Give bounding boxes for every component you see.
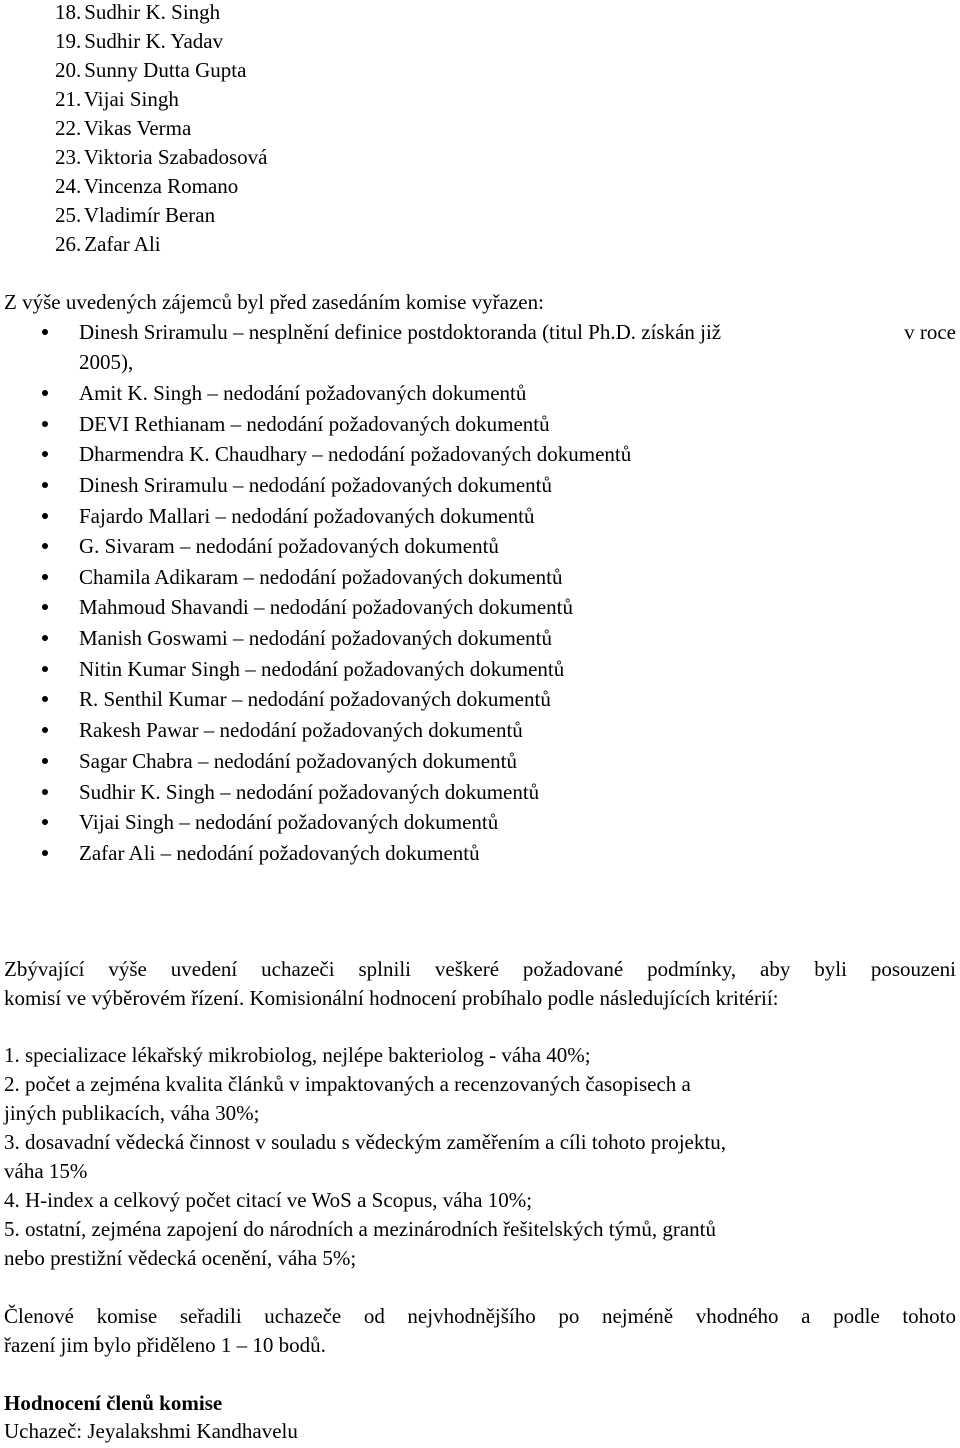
bullet-text: Dinesh Sriramulu – nedodání požadovaných dokumentů bbox=[79, 473, 552, 497]
bullet-text: DEVI Rethianam – nedodání požadovaných dokumentů bbox=[79, 412, 550, 436]
bullet-text: Vijai Singh – nedodání požadovaných dokumentů bbox=[79, 810, 499, 834]
item-name: Vincenza Romano bbox=[83, 174, 239, 198]
list-item bbox=[55, 145, 267, 169]
bullet-text: Dharmendra K. Chaudhary – nedodání požadovaných dokumentů bbox=[79, 442, 632, 466]
bullet-dot bbox=[42, 819, 48, 825]
excluded-heading: Z výše uvedených zájemců byl před zasedáním komise vyřazen: bbox=[4, 290, 544, 314]
item-name: Vijai Singh bbox=[83, 87, 179, 111]
ranking-paragraph-line: Členové komise seřadili uchazeče od nejvhodnějšího po nejméně vhodného a podle tohoto bbox=[4, 1304, 956, 1328]
item-number: 19. bbox=[55, 29, 82, 53]
item-number: 18. bbox=[55, 0, 82, 24]
criteria-line: 5. ostatní, zejména zapojení do národních a mezinárodních řešitelských týmů, grantů bbox=[4, 1217, 717, 1241]
bullet-text: G. Sivaram – nedodání požadovaných dokumentů bbox=[79, 534, 499, 558]
item-name: Vladimír Beran bbox=[83, 203, 216, 227]
criteria-line: 2. počet a zejména kvalita článků v impaktovaných a recenzovaných časopisech a bbox=[4, 1072, 691, 1096]
item-name: Sudhir K. Yadav bbox=[84, 29, 224, 53]
item-name: Sunny Dutta Gupta bbox=[84, 58, 247, 82]
ranking-paragraph-line: řazení jim bylo přiděleno 1 – 10 bodů. bbox=[4, 1333, 326, 1357]
bullet-text-end: v roce bbox=[904, 320, 956, 344]
bullet-text: Zafar Ali – nedodání požadovaných dokumentů bbox=[79, 841, 480, 865]
criteria-line: nebo prestižní vědecká ocenění, váha 5%; bbox=[4, 1246, 357, 1270]
criteria-line: váha 15% bbox=[4, 1159, 88, 1183]
remaining-paragraph-line: Zbývající výše uvedení uchazeči splnili veškeré požadované podmínky, aby byli posouzeni bbox=[4, 957, 956, 981]
list-item bbox=[55, 116, 191, 140]
bullet-text: Amit K. Singh – nedodání požadovaných dokumentů bbox=[79, 381, 527, 405]
list-item bbox=[55, 203, 215, 227]
bullet-text: Nitin Kumar Singh – nedodání požadovaných dokumentů bbox=[79, 657, 565, 681]
bullet-text: Manish Goswami – nedodání požadovaných dokumentů bbox=[79, 626, 552, 650]
bullet-text: R. Senthil Kumar – nedodání požadovaných dokumentů bbox=[79, 687, 551, 711]
item-number: 24. bbox=[55, 174, 82, 198]
item-name: Sudhir K. Singh bbox=[84, 0, 221, 24]
bullet-text: Sudhir K. Singh – nedodání požadovaných dokumentů bbox=[79, 780, 540, 804]
bullet-dot bbox=[42, 758, 48, 764]
item-name: Zafar Ali bbox=[84, 232, 161, 256]
item-name: Vikas Verma bbox=[83, 116, 192, 140]
bullet-dot bbox=[42, 543, 48, 549]
bullet-item bbox=[42, 320, 960, 344]
bullet-dot bbox=[42, 390, 48, 396]
remaining-paragraph-line: komisí ve výběrovém řízení. Komisionální hodnocení probíhalo podle následujících kritérií: bbox=[4, 986, 779, 1010]
bullet-dot bbox=[42, 513, 48, 519]
bullet-text: Chamila Adikaram – nedodání požadovaných dokumentů bbox=[79, 565, 563, 589]
item-number: 20. bbox=[55, 58, 82, 82]
bullet-dot bbox=[42, 604, 48, 610]
bullet-text: Rakesh Pawar – nedodání požadovaných dokumentů bbox=[79, 718, 523, 742]
criteria-line: 3. dosavadní vědecká činnost v souladu s vědeckým zaměřením a cíli tohoto projektu, bbox=[4, 1130, 726, 1154]
criteria-line: 1. specializace lékařský mikrobiolog, nejlépe bakteriolog - váha 40%; bbox=[4, 1043, 591, 1067]
evaluation-heading: Hodnocení členů komise bbox=[4, 1391, 223, 1415]
list-item bbox=[55, 174, 238, 198]
item-name: Viktoria Szabadosová bbox=[83, 145, 268, 169]
bullet-dot bbox=[42, 727, 48, 733]
list-item bbox=[55, 232, 161, 256]
bullet-dot bbox=[42, 451, 48, 457]
item-number: 26. bbox=[55, 232, 82, 256]
item-number: 25. bbox=[55, 203, 82, 227]
criteria-line: jiných publikacích, váha 30%; bbox=[4, 1101, 260, 1125]
bullet-text-continuation: 2005), bbox=[79, 350, 134, 374]
bullet-text: Dinesh Sriramulu – nesplnění definice postdoktoranda (titul Ph.D. získán již bbox=[79, 320, 722, 344]
candidate-line: Uchazeč: Jeyalakshmi Kandhavelu bbox=[4, 1419, 298, 1443]
bullet-dot bbox=[42, 666, 48, 672]
list-item bbox=[55, 0, 220, 24]
bullet-dot bbox=[42, 482, 48, 488]
bullet-dot bbox=[42, 421, 48, 427]
bullet-dot bbox=[42, 696, 48, 702]
list-item bbox=[55, 87, 179, 111]
bullet-dot bbox=[42, 850, 48, 856]
item-number: 21. bbox=[55, 87, 82, 111]
bullet-dot bbox=[42, 574, 48, 580]
bullet-text: Mahmoud Shavandi – nedodání požadovaných dokumentů bbox=[79, 595, 573, 619]
bullet-dot bbox=[42, 789, 48, 795]
criteria-line: 4. H-index a celkový počet citací ve WoS a Scopus, váha 10%; bbox=[4, 1188, 533, 1212]
bullet-dot bbox=[42, 329, 48, 335]
bullet-dot bbox=[42, 635, 48, 641]
list-item bbox=[55, 58, 246, 82]
list-item bbox=[55, 29, 223, 53]
bullet-text: Sagar Chabra – nedodání požadovaných dokumentů bbox=[79, 749, 517, 773]
item-number: 23. bbox=[55, 145, 82, 169]
item-number: 22. bbox=[55, 116, 82, 140]
bullet-text: Fajardo Mallari – nedodání požadovaných dokumentů bbox=[79, 504, 535, 528]
